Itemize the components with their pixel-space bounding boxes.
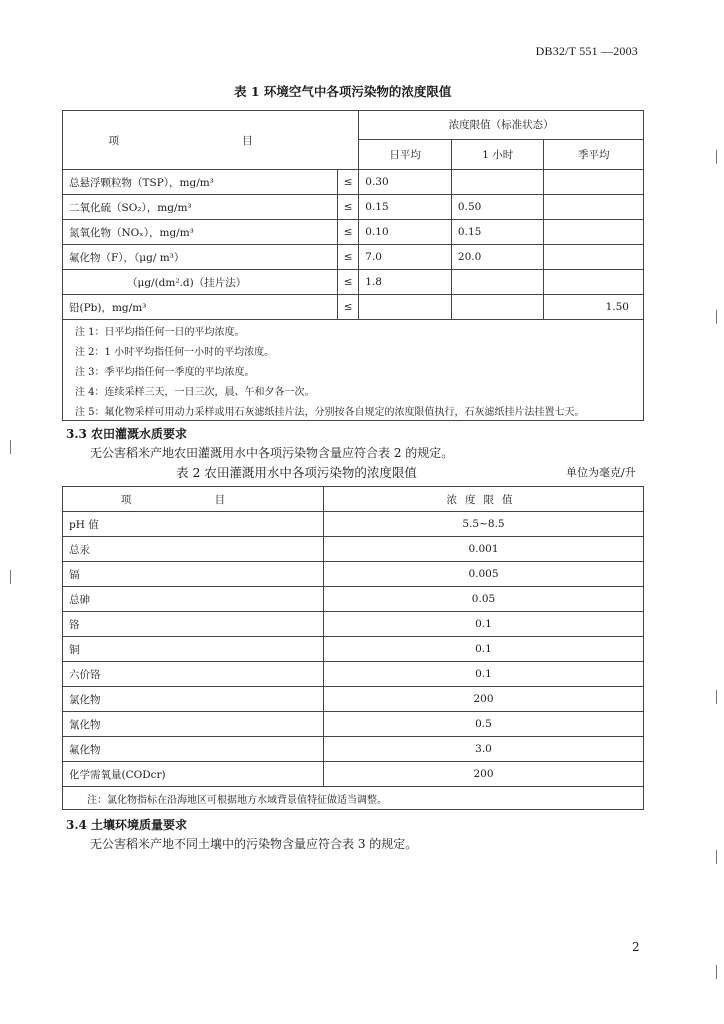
scan-edge-mark <box>10 570 11 584</box>
table2-note: 注：氯化物指标在沿海地区可根据地方水域背景值特征做适当调整。 <box>63 787 644 810</box>
row-value: 0.1 <box>324 637 644 662</box>
row-value: 200 <box>324 762 644 787</box>
table-row <box>63 737 644 762</box>
row-value: 3.0 <box>324 737 644 762</box>
irrigation-water-table <box>62 486 644 810</box>
row-symbol: ≤ <box>337 295 358 320</box>
section-3-4-text: 无公害稻米产地不同土壤中的污染物含量应符合表 3 的规定。 <box>90 837 418 851</box>
document-code-header: DB32/T 551 —2003 <box>535 44 638 58</box>
table1-note: 注 4：连续采样三天，一日三次，晨、午和夕各一次。 <box>63 380 644 400</box>
table-row <box>63 245 644 270</box>
table1-note: 注 2：1 小时平均指任何一小时的平均浓度。 <box>63 340 644 360</box>
row-value: 0.5 <box>324 712 644 737</box>
table1-note: 注 5：氟化物采样可用动力采样或用石灰滤纸挂片法，分别按各自规定的浓度限值执行，石灰滤纸挂片法挂置七天。 <box>63 400 644 421</box>
table1-note: 注 3：季平均指任何一季度的平均浓度。 <box>63 360 644 380</box>
row-symbol: ≤ <box>337 270 358 295</box>
table-row <box>63 295 644 320</box>
row-daily: 1.8 <box>359 270 452 295</box>
table-row <box>63 170 644 195</box>
row-season <box>544 270 644 295</box>
row-value: 0.1 <box>324 612 644 637</box>
section-3-3-text: 无公害稻米产地农田灌溉用水中各项污染物含量应符合表 2 的规定。 <box>90 446 454 460</box>
row-symbol: ≤ <box>337 170 358 195</box>
row-label: 氟化物（F），（μg/ m³） <box>63 245 338 270</box>
table1-col-daily: 日平均 <box>359 139 452 169</box>
table2-head-value: 浓度限值 <box>324 487 644 512</box>
table2-caption: 表 2 农田灌溉用水中各项污染物的浓度限值 <box>176 465 417 480</box>
row-value: 0.05 <box>324 587 644 612</box>
row-hourly: 0.15 <box>451 220 544 245</box>
row-label: 总悬浮颗粒物（TSP），mg/m³ <box>63 170 338 195</box>
row-label: 氰化物 <box>63 712 324 737</box>
table1-head-item: 项 目 <box>63 111 359 170</box>
table-row <box>63 612 644 637</box>
row-label: 化学需氧量(CODcr) <box>63 762 324 787</box>
row-value: 5.5~8.5 <box>324 512 644 537</box>
row-season <box>544 245 644 270</box>
row-daily: 7.0 <box>359 245 452 270</box>
row-value: 200 <box>324 687 644 712</box>
row-label: 总汞 <box>63 537 324 562</box>
row-season <box>544 195 644 220</box>
air-pollutant-table <box>62 110 644 421</box>
table2-unit: 单位为毫克/升 <box>566 466 636 479</box>
row-label: 镉 <box>63 562 324 587</box>
row-hourly <box>451 170 544 195</box>
row-symbol: ≤ <box>337 220 358 245</box>
section-3-4-heading: 3.4 土壤环境质量要求 <box>66 818 188 832</box>
row-season: 1.50 <box>544 295 644 320</box>
scan-edge-mark <box>716 850 717 864</box>
scan-edge-mark <box>716 690 717 704</box>
table1-col-season: 季平均 <box>544 139 644 169</box>
row-label: 氯化物 <box>63 687 324 712</box>
row-season <box>544 170 644 195</box>
page-number: 2 <box>632 940 640 954</box>
row-daily: 0.30 <box>359 170 452 195</box>
table1-caption: 表 1 环境空气中各项污染物的浓度限值 <box>234 84 452 99</box>
row-value: 0.001 <box>324 537 644 562</box>
table-row <box>63 195 644 220</box>
row-hourly <box>451 295 544 320</box>
row-daily: 0.10 <box>359 220 452 245</box>
scan-edge-mark <box>716 310 717 324</box>
scan-edge-mark <box>10 440 11 454</box>
table1-head-group: 浓度限值（标准状态） <box>359 111 644 140</box>
table-row <box>63 637 644 662</box>
table-row <box>63 512 644 537</box>
row-value: 0.1 <box>324 662 644 687</box>
table-row <box>63 662 644 687</box>
row-label: 二氧化硫（SO₂），mg/m³ <box>63 195 338 220</box>
row-symbol: ≤ <box>337 195 358 220</box>
table-row <box>63 537 644 562</box>
table-row <box>63 220 644 245</box>
row-label: 铬 <box>63 612 324 637</box>
row-label: 六价铬 <box>63 662 324 687</box>
table-row <box>63 712 644 737</box>
row-label: （μg/(dm².d)（挂片法） <box>63 270 338 295</box>
table1-note: 注 1：日平均指任何一日的平均浓度。 <box>63 320 644 341</box>
section-3-3-heading: 3.3 农田灌溉水质要求 <box>66 427 188 441</box>
row-daily <box>359 295 452 320</box>
table-row <box>63 762 644 787</box>
row-symbol: ≤ <box>337 245 358 270</box>
table-row <box>63 587 644 612</box>
table1-col-hourly: 1 小时 <box>451 139 544 169</box>
row-label: 氟化物 <box>63 737 324 762</box>
scan-edge-mark <box>716 150 717 164</box>
scan-edge-mark <box>716 965 717 979</box>
table-row <box>63 270 644 295</box>
row-label: pH 值 <box>63 512 324 537</box>
row-hourly: 20.0 <box>451 245 544 270</box>
row-label: 氮氧化物（NOₓ），mg/m³ <box>63 220 338 245</box>
row-label: 铜 <box>63 637 324 662</box>
row-value: 0.005 <box>324 562 644 587</box>
row-hourly <box>451 270 544 295</box>
row-daily: 0.15 <box>359 195 452 220</box>
table2-head-item: 项 目 <box>63 487 324 512</box>
table-row <box>63 562 644 587</box>
row-season <box>544 220 644 245</box>
row-label: 铅(Pb)，mg/m³ <box>63 295 338 320</box>
row-hourly: 0.50 <box>451 195 544 220</box>
row-label: 总砷 <box>63 587 324 612</box>
table-row <box>63 687 644 712</box>
